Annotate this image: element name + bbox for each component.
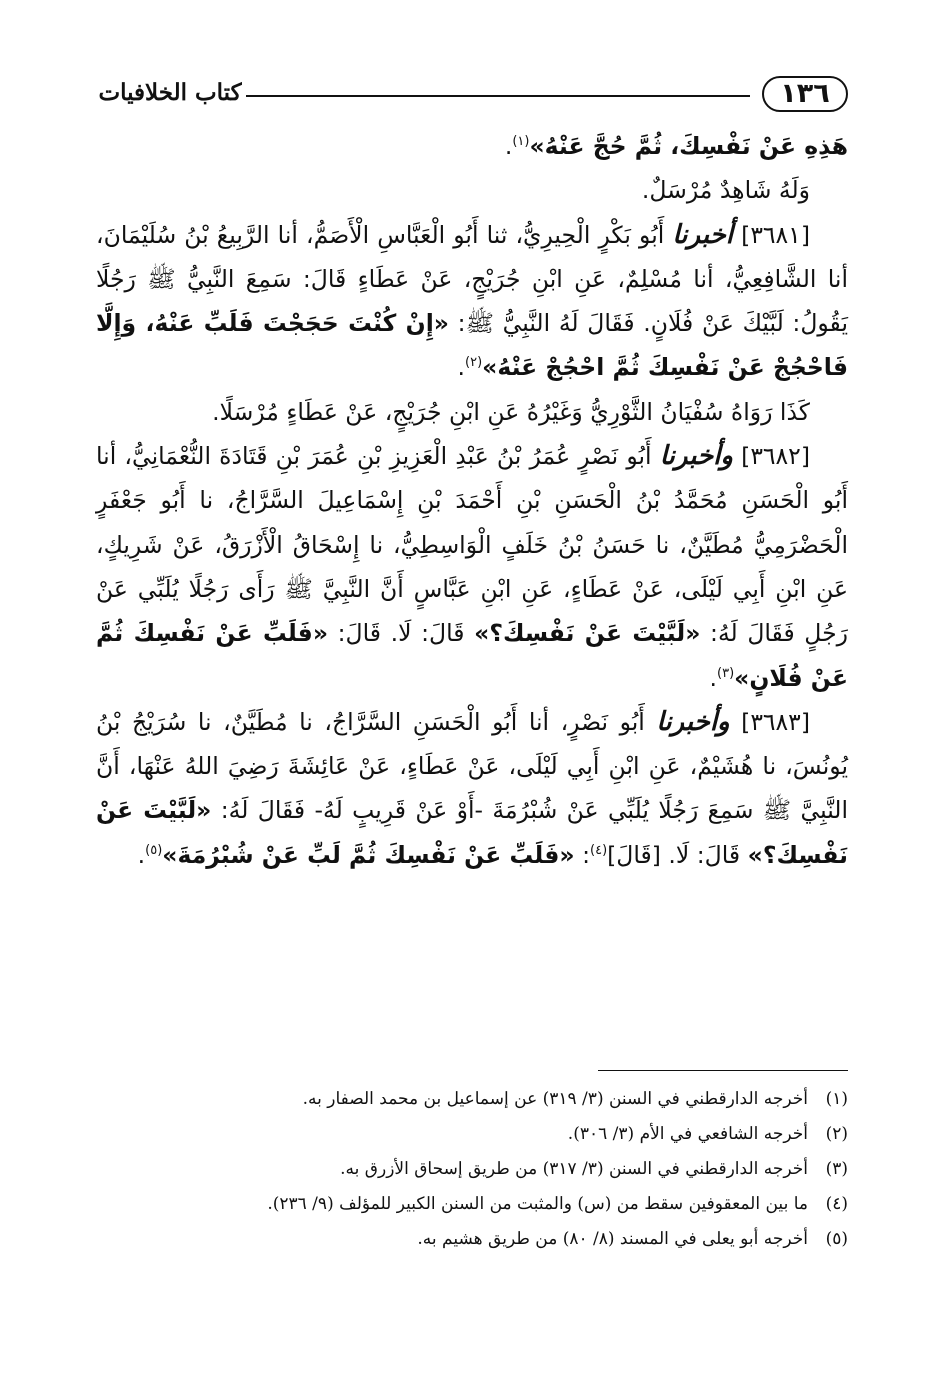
footnote-ref-5: (٥) — [145, 842, 163, 858]
footnote-item — [96, 1152, 848, 1187]
footnote-text: أخرجه الشافعي في الأم (٣/ ٣٠٦). — [567, 1124, 808, 1144]
footnote-number: (٥) — [825, 1229, 848, 1249]
hadith-number: [٣٦٨٣] — [741, 707, 810, 736]
footnote-text: ما بين المعقوفين سقط من (س) والمثبت من السنن الكبير للمؤلف (٩/ ٢٣٦). — [267, 1194, 808, 1214]
header-rule — [246, 95, 750, 97]
footnote-text: أخرجه الدارقطني في السنن (٣/ ٣١٧) من طريق إسحاق الأزرق به. — [340, 1159, 808, 1179]
hadith-text: «فَلَبِّ عَنْ نَفْسِكَ ثُمَّ عَنْ فُلَانٍ» — [96, 619, 848, 692]
hadith-number: [٣٦٨٢] — [741, 442, 810, 471]
hadith-lead-word: وأخبرنا — [656, 706, 730, 737]
hadith-lead-word: وأخبرنا — [659, 441, 733, 472]
hadith-3682 — [96, 434, 848, 700]
kadha-text: كَذَا رَوَاهُ سُفْيَانُ الثَّوْرِيُّ وَغَيْرُهُ عَنِ ابْنِ جُرَيْجٍ، عَنْ عَطَاءٍ مُرْسَلًا. — [212, 397, 810, 426]
period: . — [709, 663, 717, 692]
footnotes — [96, 1082, 848, 1257]
paragraph-continuation — [96, 124, 848, 168]
footnote-item — [96, 1187, 848, 1222]
hadith-text: «إِنْ كُنْتَ حَجَجْتَ فَلَبِّ عَنْهُ، وَإِلَّا فَاحْجُجْ عَنْ نَفْسِكَ ثُمَّ احْجُجْ عَنْهُ» — [96, 309, 848, 382]
footnote-number: (١) — [825, 1089, 848, 1109]
footnote-ref-3: (٣) — [717, 665, 735, 681]
shahid-text: وَلَهُ شَاهِدٌ مُرْسَلٌ. — [641, 176, 810, 205]
footnote-text: أخرجه الدارقطني في السنن (٣/ ٣١٩) عن إسماعيل بن محمد الصفار به. — [302, 1089, 808, 1109]
paragraph-kadha — [96, 390, 848, 434]
period: . — [457, 353, 465, 382]
footnote-separator — [598, 1070, 848, 1071]
isnad-text: أَبُو نَصْرٍ، أنا أَبُو الْحَسَنِ السَّرَّاجُ، نا مُطَيَّنٌ، نا سُرَيْجُ بْنُ يُونُسَ، نا هُشَيْمٌ، عَنِ ابْنِ أَبِي لَيْلَى، عَنْ عَطَاءٍ، عَنْ عَائِشَةَ رَضِيَ اللهُ عَنْهَا، أَنَّ النَّبِيَّ ﷺ سَمِعَ رَجُلًا يُلَبِّي عَنْ شُبْرُمَةَ -أَوْ عَنْ قَرِيبٍ لَهُ- فَقَالَ لَهُ: — [96, 707, 848, 825]
hadith-text: «فَلَبِّ عَنْ نَفْسِكَ ثُمَّ لَبِّ عَنْ شُبْرُمَةَ» — [162, 840, 575, 869]
isnad-text: أَبُو بَكْرٍ الْحِيرِيُّ، ثنا أَبُو الْعَبَّاسِ الْأَصَمُّ، أنا الرَّبِيعُ بْنُ سُلَيْمَانَ، أنا الشَّافِعِيُّ، أنا مُسْلِمٌ، عَنِ ابْنِ جُرَيْجٍ، عَنْ عَطَاءٍ قَالَ: سَمِعَ النَّبِيُّ ﷺ رَجُلًا يَقُولُ: لَبَّيْكَ عَنْ فُلَانٍ. فَقَالَ لَهُ النَّبِيُّ ﷺ: — [96, 220, 848, 338]
reply-text: قَالَ: لَا. [قَالَ] — [607, 840, 741, 869]
main-text — [96, 124, 848, 877]
hadith-3683 — [96, 700, 848, 877]
footnote-ref-4: (٤) — [590, 842, 608, 858]
footnote-number: (٢) — [825, 1124, 848, 1144]
hadith-text: هَذِهِ عَنْ نَفْسِكَ، ثُمَّ حُجَّ عَنْهُ» — [529, 132, 848, 160]
question-text: «لَبَّيْتَ عَنْ نَفْسِكَ؟» — [474, 619, 701, 648]
footnote-item — [96, 1117, 848, 1152]
question-text: «لَبَّيْتَ عَنْ نَفْسِكَ؟» — [96, 796, 848, 869]
paragraph-shahid — [96, 168, 848, 212]
reply-text: قَالَ: لَا. قَالَ: — [337, 619, 465, 648]
footnote-number: (٣) — [825, 1159, 848, 1179]
footnote-number: (٤) — [825, 1194, 848, 1214]
colon: : — [582, 840, 590, 869]
book-title: كتاب الخلافيات — [98, 79, 242, 106]
footnote-item — [96, 1082, 848, 1117]
page-number: ١٣٦ — [762, 76, 848, 112]
footnote-text: أخرجه أبو يعلى في المسند (٨/ ٨٠) من طريق هشيم به. — [417, 1229, 808, 1249]
footnote-ref-2: (٢) — [465, 355, 483, 371]
hadith-lead-word: أخبرنا — [672, 219, 734, 250]
footnote-item — [96, 1222, 848, 1257]
hadith-3681 — [96, 213, 848, 390]
hadith-number: [٣٦٨١] — [741, 220, 810, 249]
period: . — [137, 840, 146, 869]
page-header — [96, 72, 848, 120]
isnad-text: أَبُو نَصْرٍ عُمَرُ بْنُ عَبْدِ الْعَزِيزِ بْنِ عُمَرَ بْنِ قَتَادَةَ النُّعْمَانِيُّ، أنا أَبُو الْحَسَنِ مُحَمَّدُ بْنُ الْحَسَنِ بْنِ أَحْمَدَ بْنِ إِسْمَاعِيلَ السَّرَّاجُ، نا أَبُو جَعْفَرٍ الْحَضْرَمِيُّ مُطَيَّنٌ، نا حَسَنُ بْنُ خَلَفٍ الْوَاسِطِيُّ، نا إِسْحَاقُ الْأَزْرَقُ، عَنْ شَرِيكٍ، عَنِ ابْنِ أَبِي لَيْلَى، عَنْ عَطَاءٍ، عَنِ ابْنِ عَبَّاسٍ أَنَّ النَّبِيَّ ﷺ رَأَى رَجُلًا يُلَبِّي عَنْ رَجُلٍ فَقَالَ لَهُ: — [96, 442, 848, 648]
period: . — [504, 132, 513, 160]
footnote-ref-1: (١) — [512, 134, 530, 150]
